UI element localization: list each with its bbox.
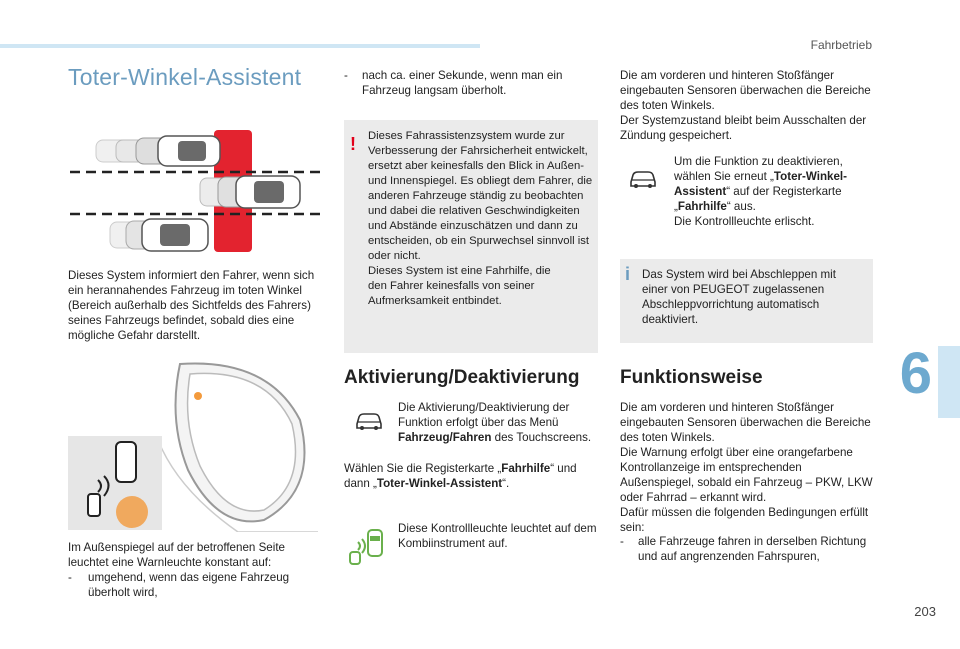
car-bottom-lane: [110, 219, 208, 251]
function-bullet-text: alle Fahrzeuge fahren in derselben Richtung und auf angrenzenden Fahrspuren,: [638, 535, 867, 563]
bullet1-text: umgehend, wenn das eigene Fahrzeug überholt wird,: [88, 571, 290, 599]
heading-activation: Aktivierung/Deaktivierung: [344, 367, 580, 388]
car-icon-inset: [116, 442, 136, 482]
sensors-paragraph: Die am vorderen und hinteren Stoßfänger eingebauten Sensoren überwachen die Bereiche des toten Winkels. Der Systemzustand bleibt beim Ausschalten der Zündung gespeichert.: [620, 69, 871, 142]
mirror-warning-illustration: [68, 360, 328, 532]
blind-spot-diagram-illustration: [68, 122, 326, 262]
bullet2-text: nach ca. einer Sekunde, wenn man ein Fahrzeug langsam überholt.: [362, 69, 563, 97]
function-paragraph: Die am vorderen und hinteren Stoßfänger eingebauten Sensoren überwachen die Bereiche des toten Winkels. Die Warnung erfolgt über eine orangefarbene Kontrollanzeige im entsprechenden Außenspiegel, sobald ein Fahrzeug – PKW, LKW oder Fahrrad – erkannt wird. Dafür müssen die folgenden Bedingungen erfüllt sein:: [620, 401, 873, 534]
car-icon: [354, 410, 384, 432]
bullet2-dash: -: [344, 69, 348, 82]
lamp-text: Diese Kontrollleuchte leuchtet auf dem Kombiinstrument auf.: [398, 522, 597, 550]
warning-text: Dieses Fahrassistenzsystem wurde zur Verbesserung der Fahrsicherheit entwickelt, ersetzt aber keinesfalls den Blick in Außen- und Innenspiegel. Es obliegt dem Fahrer, die anderen Fahrzeuge ständig zu beobachten und dabei die relativen Geschwindigkeiten und Abstände einzuschätzen und dann zu entscheiden, ob ein Spurwechsel sinnvoll ist oder nicht. Dieses System ist eine Fahrhilfe, die den Fahrer keinesfalls von seiner Aufmerksamkeit entbindet.: [368, 130, 593, 307]
intro-paragraph: Dieses System informiert den Fahrer, wenn sich ein herannahendes Fahrzeug im toten Winkel (Bereich außerhalb des Sichtfelds des Fahrers) seines Fahrzeugs befindet, sobald dies eine mögliche Gefahr darstellt.: [68, 269, 315, 342]
chapter-number: 6: [899, 341, 932, 406]
activation-text: Die Aktivierung/Deaktivierung der Funktion erfolgt über das Menü Fahrzeug/Fahren des Touchscreens.: [398, 401, 592, 444]
tab-selection-text: Wählen Sie die Registerkarte „Fahrhilfe“ und dann „Toter-Winkel-Assistent“.: [344, 462, 577, 490]
bullet1-dash: -: [68, 571, 72, 584]
deactivation-text: Um die Funktion zu deaktivieren, wählen Sie erneut „Toter-Winkel- Assistent“ auf der Registerkarte „Fahrhilfe“ aus. Die Kontrollleuchte erlischt.: [674, 155, 848, 228]
info-text: Das System wird bei Abschleppen mit einer von PEUGEOT zugelassenen Abschleppvorrichtung automatisch deaktiviert.: [642, 268, 836, 326]
mirror-warning-dot: [194, 392, 202, 400]
car-icon-small: [88, 494, 100, 516]
warning-exclamation-icon: !: [350, 134, 356, 154]
info-icon: i: [625, 264, 631, 284]
own-car: [200, 176, 300, 208]
function-bullet-dash: -: [620, 535, 624, 548]
orange-lamp-detail: [116, 496, 148, 528]
page-title: Toter-Winkel-Assistent: [68, 64, 302, 90]
car-icon-deactivate: [628, 168, 658, 190]
car-top-lane: [96, 136, 220, 166]
chapter-tab: [938, 346, 960, 418]
mirror-paragraph: Im Außenspiegel auf der betroffenen Seite leuchtet eine Warnleuchte konstant auf:: [68, 541, 285, 569]
blind-spot-lamp-icon: [346, 526, 386, 566]
header-bar: [0, 44, 480, 48]
heading-function: Funktionsweise: [620, 367, 763, 388]
page-number: 203: [914, 604, 936, 619]
section-label: Fahrbetrieb: [810, 38, 872, 52]
